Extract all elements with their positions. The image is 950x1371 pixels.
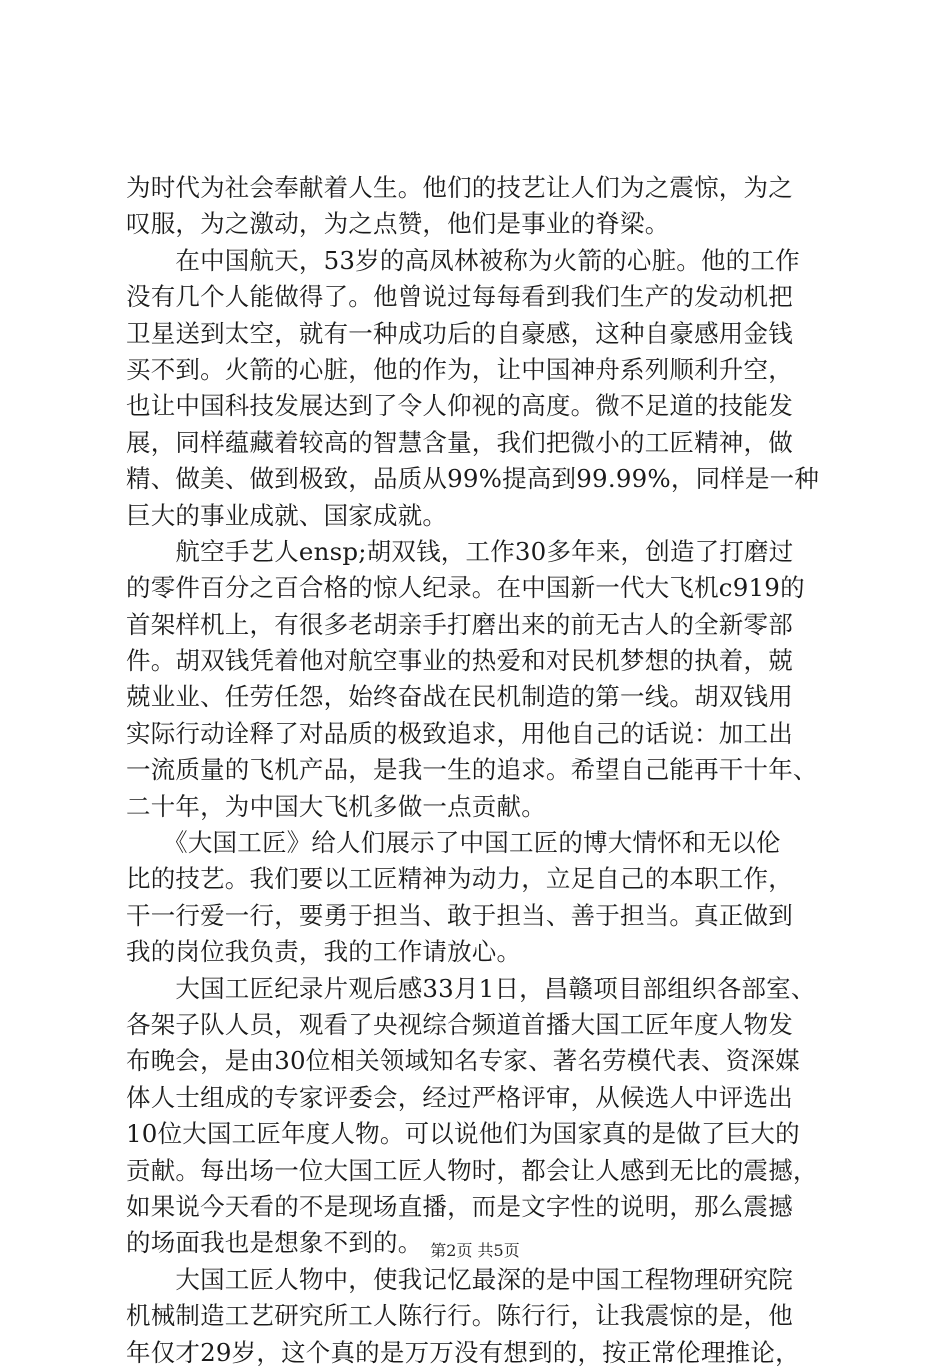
text-line: 兢业业、任劳任怨，始终奋战在民机制造的第一线。胡双钱用 (126, 682, 793, 712)
text-line: 的场面我也是想象不到的。 (126, 1228, 423, 1258)
text-line: 《大国工匠》给人们展示了中国工匠的博大情怀和无以伦 (126, 828, 781, 858)
text-line: 10位大国工匠年度人物。可以说他们为国家真的是做了巨大的 (126, 1119, 800, 1149)
text-line: 年仅才29岁，这个真的是万万没有想到的，按正常伦理推论， (126, 1337, 800, 1367)
text-line: 一流质量的飞机产品，是我一生的追求。希望自己能再干十年、 (126, 755, 818, 785)
text-line: 精、做美、做到极致，品质从99%提高到99.99%，同样是一种 (126, 464, 820, 494)
page-footer: 第2页 共5页 (430, 1241, 520, 1260)
text-line: 布晚会，是由30位相关领域知名专家、著名劳模代表、资深媒 (126, 1046, 800, 1076)
text-line: 买不到。火箭的心脏，他的作为，让中国神舟系列顺利升空， (126, 354, 793, 384)
text-line: 比的技艺。我们要以工匠精神为动力，立足自己的本职工作， (126, 864, 793, 894)
text-line: 件。胡双钱凭着他对航空事业的热爱和对民机梦想的执着，兢 (126, 646, 793, 676)
text-line: 实际行动诠释了对品质的极致追求，用他自己的话说：加工出 (126, 718, 793, 748)
text-line: 大国工匠人物中，使我记忆最深的是中国工程物理研究院 (126, 1264, 793, 1294)
text-line: 各架子队人员，观看了央视综合频道首播大国工匠年度人物发 (126, 1009, 793, 1039)
text-line: 展，同样蕴藏着较高的智慧含量，我们把微小的工匠精神，做 (126, 427, 793, 457)
text-line: 如果说今天看的不是现场直播，而是文字性的说明，那么震撼 (126, 1191, 793, 1221)
text-line: 在中国航天，53岁的高凤林被称为火箭的心脏。他的工作 (126, 245, 800, 275)
text-line: 叹服，为之激动，为之点赞，他们是事业的脊梁。 (126, 209, 670, 239)
text-line: 首架样机上，有很多老胡亲手打磨出来的前无古人的全新零部 (126, 609, 793, 639)
text-line: 卫星送到太空，就有一种成功后的自豪感，这种自豪感用金钱 (126, 318, 793, 348)
text-line: 我的岗位我负责，我的工作请放心。 (126, 937, 522, 967)
text-line: 的零件百分之百合格的惊人纪录。在中国新一代大飞机c919的 (126, 573, 805, 603)
text-line: 体人士组成的专家评委会，经过严格评审，从候选人中评选出 (126, 1082, 793, 1112)
text-line: 航空手艺人ensp;胡双钱，工作30多年来，创造了打磨过 (126, 536, 794, 566)
body-text (126, 170, 826, 1371)
text-line: 二十年，为中国大飞机多做一点贡献。 (126, 791, 546, 821)
text-line: 没有几个人能做得了。他曾说过每每看到我们生产的发动机把 (126, 282, 793, 312)
text-line: 干一行爱一行，要勇于担当、敢于担当、善于担当。真正做到 (126, 900, 793, 930)
text-line: 巨大的事业成就、国家成就。 (126, 500, 448, 530)
text-line: 为时代为社会奉献着人生。他们的技艺让人们为之震惊，为之 (126, 173, 793, 202)
text-line: 也让中国科技发展达到了令人仰视的高度。微不足道的技能发 (126, 391, 793, 421)
text-line: 机械制造工艺研究所工人陈行行。陈行行，让我震惊的是，他 (126, 1301, 793, 1331)
text-line: 贡献。每出场一位大国工匠人物时，都会让人感到无比的震撼， (126, 1155, 818, 1185)
text-line: 大国工匠纪录片观后感33月1日，昌赣项目部组织各部室、 (126, 973, 816, 1003)
